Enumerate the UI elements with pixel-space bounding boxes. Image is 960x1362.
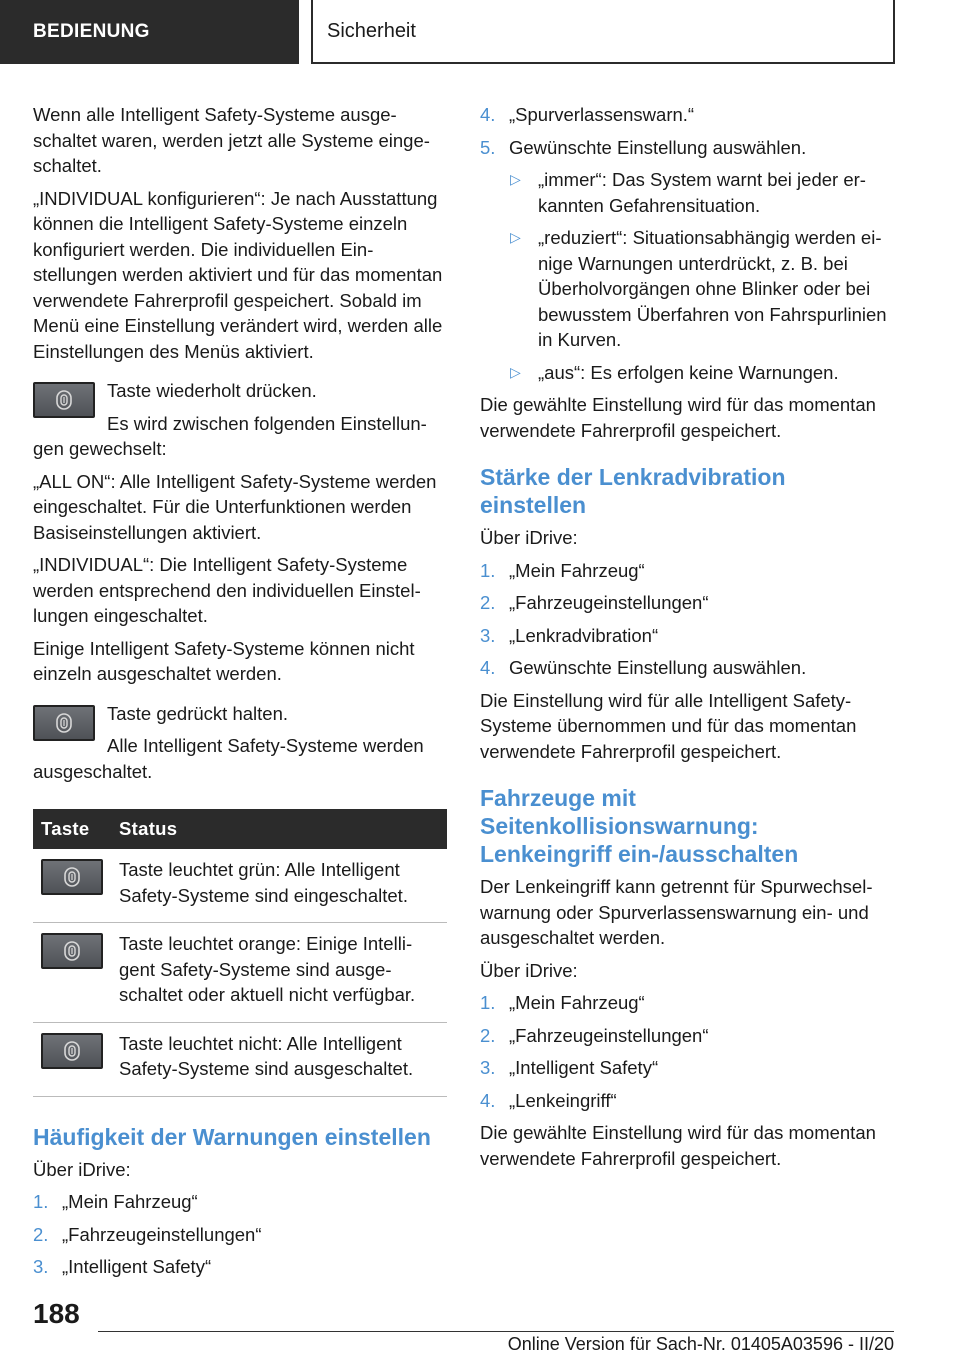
list-item [480,655,896,681]
list-item [480,623,896,649]
status-table [33,809,447,1097]
safety-button-icon [33,382,95,418]
step-text: „Intelligent Safety“ [62,1256,212,1277]
safety-button-off-icon [41,1033,103,1069]
list-item [480,102,896,128]
table-cell-status: Taste leuchtet nicht: Alle Intelligent Safety-Systeme sind ausgeschaltet. [111,1022,447,1096]
option-text: „reduziert“: Situationsabhängig werden einige Warnungen unterdrückt, z. B. bei Überholvorgängen ohne Blinker oder bei bewusstem Überfahren von Fahrspurlinien in Kurven. [538,227,887,350]
step-text: „Intelligent Safety“ [509,1057,659,1078]
step-text: „Fahrzeugeinstellungen“ [509,1024,709,1046]
list-item [480,1055,896,1081]
triangle-bullet-icon: ▷ [510,171,521,187]
chapter-title: Sicherheit [327,19,416,42]
paragraph: Die gewählte Einstellung wird für das momentan verwendete Fahrerprofil gespeichert. [480,1122,876,1169]
step-text: „Mein Fahrzeug“ [509,559,645,581]
section-heading: Fahrzeuge mit Seitenkollisionswarnung: Lenkeingriff ein-/ausschalten [480,785,799,867]
step-number: 1. [480,992,496,1013]
paragraph: Wenn alle Intelligent Safety-Systeme ausgeschaltet waren, werden jetzt alle Systeme eingeschaltet. [33,104,430,176]
step-text: „Fahrzeugeinstellungen“ [62,1223,262,1245]
option-list [480,167,896,385]
instruction-text: Taste wiederholt drücken. [107,380,317,401]
instruction-text: Taste gedrückt halten. [107,702,288,724]
step-text: „Mein Fahrzeug“ [62,1191,198,1212]
right-column [480,102,896,1178]
section-tab [0,0,299,64]
list-item [480,135,896,161]
section-title: BEDIENUNG [33,21,150,42]
list-item [509,225,896,353]
step-text: „Fahrzeugeinstellungen“ [509,592,709,613]
table-cell-icon [33,1022,111,1096]
list-item [33,1254,447,1280]
list-item [480,990,896,1016]
safety-button-green-icon [41,859,103,895]
list-item [509,360,896,386]
triangle-bullet-icon: ▷ [510,363,521,380]
safety-button-orange-icon [41,933,103,969]
step-number: 1. [33,1191,49,1212]
step-number: 2. [480,592,496,613]
table-cell-icon [33,849,111,923]
safety-button-icon [33,705,95,741]
triangle-bullet-icon: ▷ [510,229,521,245]
table-cell-icon [33,923,111,1023]
step-text: „Lenkradvibration“ [509,624,659,646]
list-item [480,558,896,584]
button-instruction [33,701,447,792]
page-number: 188 [33,1298,80,1329]
list-item [480,1088,896,1114]
option-text: „aus“: Es erfolgen keine Warnungen. [538,361,839,383]
table-cell-status: Taste leuchtet grün: Alle Intelligent Safety-Systeme sind eingeschaltet. [111,849,447,923]
step-number: 2. [33,1223,49,1245]
step-list [33,1189,447,1280]
step-text: „Mein Fahrzeug“ [509,992,645,1013]
step-number: 3. [33,1256,49,1277]
step-list [480,558,896,681]
list-item [33,1222,447,1248]
step-list [480,102,896,160]
step-text: „Lenkeingriff“ [509,1089,617,1111]
step-text: Gewünschte Einstellung auswählen. [509,136,807,158]
paragraph: „INDIVIDUAL“: Die Intelligent Safety-Systeme werden entsprechend den individuellen Einstellungen eingeschaltet. [33,554,421,626]
button-instruction [33,378,447,469]
section-heading: Häufigkeit der Warnungen einstellen [33,1123,431,1150]
paragraph: „ALL ON“: Alle Intelligent Safety-Systeme werden eingeschaltet. Für die Unterfunktionen werden Basiseinstellungen aktiviert. [33,470,437,543]
step-number: 3. [480,1057,496,1078]
paragraph: Über iDrive: [33,1158,131,1180]
step-number: 1. [480,559,496,581]
footer-text: Online Version für Sach-Nr. 01405A03596 - II/20 [507,1334,894,1354]
list-item [509,167,896,218]
step-text: Gewünschte Einstellung auswählen. [509,657,807,678]
left-column [33,102,447,1287]
paragraph: Die Einstellung wird für alle Intelligent Safety-Systeme übernommen und für das momentan verwendete Fahrerprofil gespeichert. [480,689,857,762]
table-header-row [33,809,447,849]
paragraph: Der Lenkeingriff kann getrennt für Spurwechselwarnung oder Spurverlassenswarnung ein- und ausgeschaltet werden. [480,876,873,948]
table-row [33,849,447,923]
section-heading: Stärke der Lenkradvibration einstellen [480,464,786,518]
footer-divider [98,1331,894,1332]
table-header-status: Status [111,809,447,849]
paragraph: Die gewählte Einstellung wird für das momentan verwendete Fahrerprofil gespeichert. [480,394,876,441]
step-number: 4. [480,657,496,678]
instruction-text: Es wird zwischen folgenden Einstellungen gewechselt: [33,412,427,459]
chapter-tab [311,0,895,64]
table-row [33,1022,447,1096]
table-cell-status: Taste leuchtet orange: Einige Intelligent Safety-Systeme sind ausgeschaltet oder aktuell nicht verfügbar. [111,923,447,1023]
list-item [33,1189,447,1215]
step-number: 5. [480,136,496,158]
paragraph: „INDIVIDUAL konfigurieren“: Je nach Ausstattung können die Intelligent Safety-Systeme einzeln konfiguriert werden. Die individuellen Einstellungen werden aktiviert und für das momentan verwendete Fahrerprofil gespeichert. Sobald im Menü eine Einstellung verändert wird, werden alle Einstellungen des Menüs aktiviert. [33,187,443,362]
step-list [480,990,896,1113]
option-text: „immer“: Das System warnt bei jeder erkannten Gefahrensituation. [538,169,866,216]
table-row [33,923,447,1023]
list-item [480,590,896,616]
paragraph: Einige Intelligent Safety-Systeme können nicht einzeln ausgeschaltet werden. [33,637,415,684]
step-number: 4. [480,104,496,125]
step-number: 2. [480,1024,496,1046]
table-header-taste: Taste [33,809,111,849]
step-number: 3. [480,624,496,646]
step-text: „Spurverlassenswarn.“ [509,104,695,125]
paragraph: Über iDrive: [480,527,578,548]
instruction-text: Alle Intelligent Safety-Systeme werden ausgeschaltet. [33,735,424,782]
paragraph: Über iDrive: [480,959,578,981]
step-number: 4. [480,1089,496,1111]
list-item [480,1023,896,1049]
